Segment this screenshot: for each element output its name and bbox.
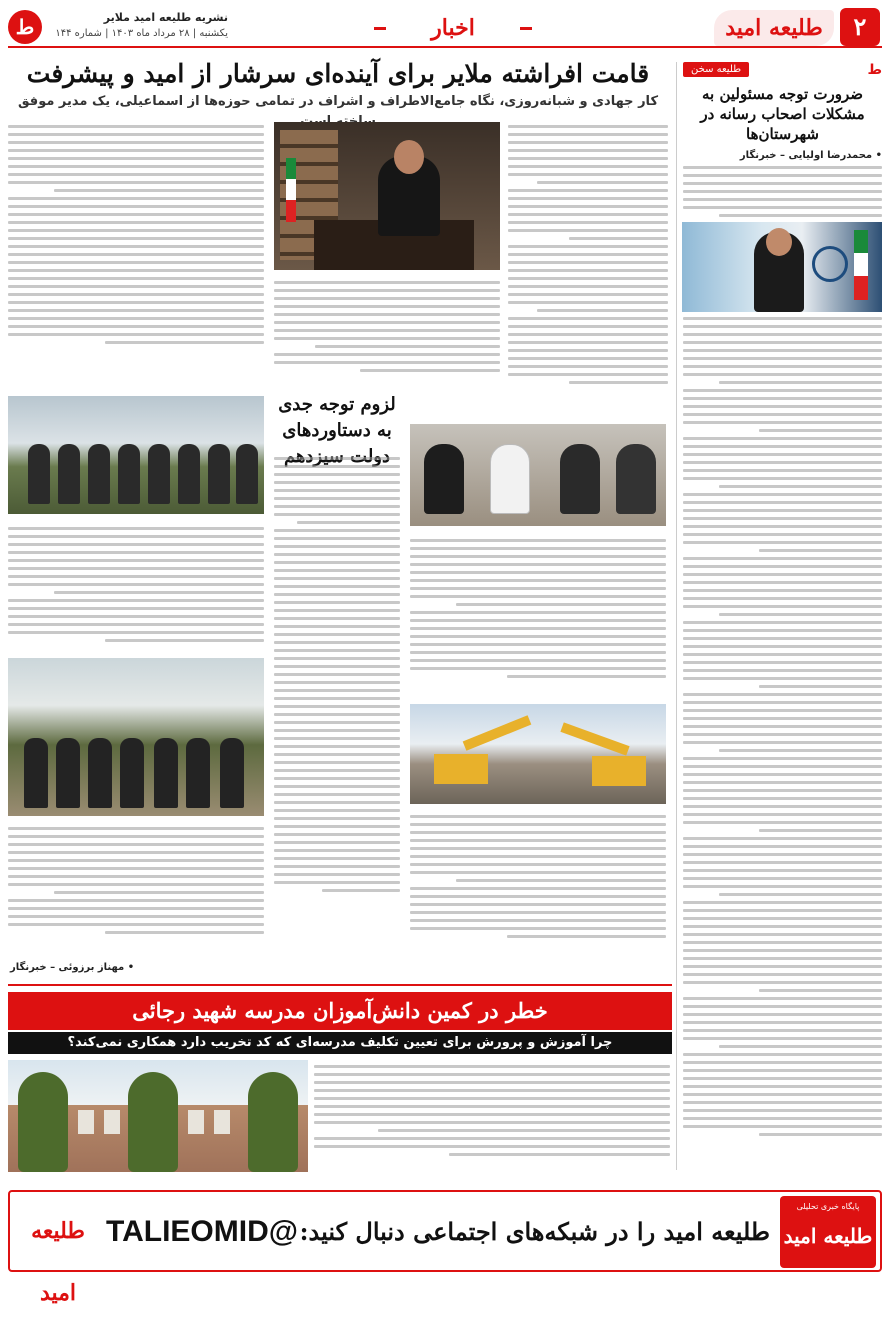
main-headline: قامت افراشته ملایر برای آینده‌ای سرشار از امید و پیشرفت — [26, 59, 650, 88]
school-text — [314, 1060, 670, 1161]
photo-site-inspection — [8, 658, 264, 816]
article-column-4 — [410, 534, 666, 683]
article-text-4 — [410, 539, 666, 678]
editorial-text-body — [683, 317, 882, 1136]
photo-field-visit — [8, 396, 264, 514]
article-author: • مهناز برزوئی – خبرنگار — [10, 962, 135, 973]
article-text-3 — [8, 125, 264, 344]
brand-small-icon: ط — [867, 62, 882, 78]
press-badge-caption: پایگاه خبری تحلیلی — [796, 1202, 860, 1211]
social-invite-text: طلیعه امید را در شبکه‌های اجتماعی دنبال کنید: — [299, 1217, 770, 1246]
press-badge — [780, 1196, 876, 1268]
editorial-title: ضرورت توجه مسئولین به مشکلات اصحاب رسانه در شهرستان‌ها — [700, 85, 865, 143]
article-column-6 — [8, 522, 264, 647]
article-column-1 — [508, 120, 668, 389]
footer-brand-logo: طلیعه امید — [31, 1218, 85, 1306]
article-text-1 — [508, 125, 668, 384]
article-column-8 — [8, 822, 264, 939]
photo-school-building — [8, 1060, 308, 1172]
editorial-column — [676, 62, 882, 1170]
editorial-tag-wrap — [683, 62, 882, 80]
press-badge-name: طلیعه امید — [783, 1224, 873, 1248]
main-subheadline: کار جهادی و شبانه‌روزی، نگاه جامع‌الاطراف و اشراف در تمامی حوزه‌ها از اسماعیلی، یک مدیر موفق — [17, 94, 659, 109]
article-text-2 — [274, 281, 500, 372]
article-column-5 — [274, 452, 400, 897]
school-headline: خطر در کمین دانش‌آموزان مدرسه شهید رجائی — [8, 992, 672, 1030]
issue-info — [48, 10, 228, 46]
editorial-photo — [682, 222, 882, 312]
school-story — [8, 984, 672, 1180]
photo-meeting — [410, 424, 666, 526]
article-column-7 — [410, 810, 666, 943]
photo-official-office — [274, 122, 500, 270]
social-handle[interactable]: @TALIEOMID — [106, 1215, 299, 1248]
page-header — [8, 8, 882, 48]
social-footer-banner — [8, 1190, 882, 1306]
editorial-tag: طلیعه سخن — [683, 62, 749, 77]
editorial-author: • محمدرضا اولیایی – خبرنگار — [739, 150, 882, 161]
article-column-3 — [8, 120, 264, 349]
sub-headline: لزوم توجه جدی به دستاوردهای — [278, 394, 396, 441]
article-text-8 — [8, 827, 264, 934]
newsletter-title: نشریه طلیعه امید ملایر — [103, 11, 228, 24]
page-number: ۲ — [840, 8, 880, 46]
photo-construction — [410, 704, 666, 804]
school-subheadline: چرا آموزش و پرورش برای تعیین تکلیف مدرسه‌ای که کد تخریب دارد همکاری نمی‌کند؟ — [8, 1032, 672, 1054]
brand-mark-icon: ط — [8, 10, 42, 44]
article-text-7 — [410, 815, 666, 938]
article-text-6 — [8, 527, 264, 642]
brand-logo: طلیعه امید — [714, 10, 834, 46]
issue-date: یکشنبه | ۲۸ مرداد ماه ۱۴۰۳ | شماره ۱۴۴ — [55, 28, 228, 39]
article-column-2 — [274, 276, 500, 377]
article-text-5 — [274, 457, 400, 892]
section-title: اخبار — [388, 10, 518, 46]
editorial-text-intro — [683, 166, 882, 217]
